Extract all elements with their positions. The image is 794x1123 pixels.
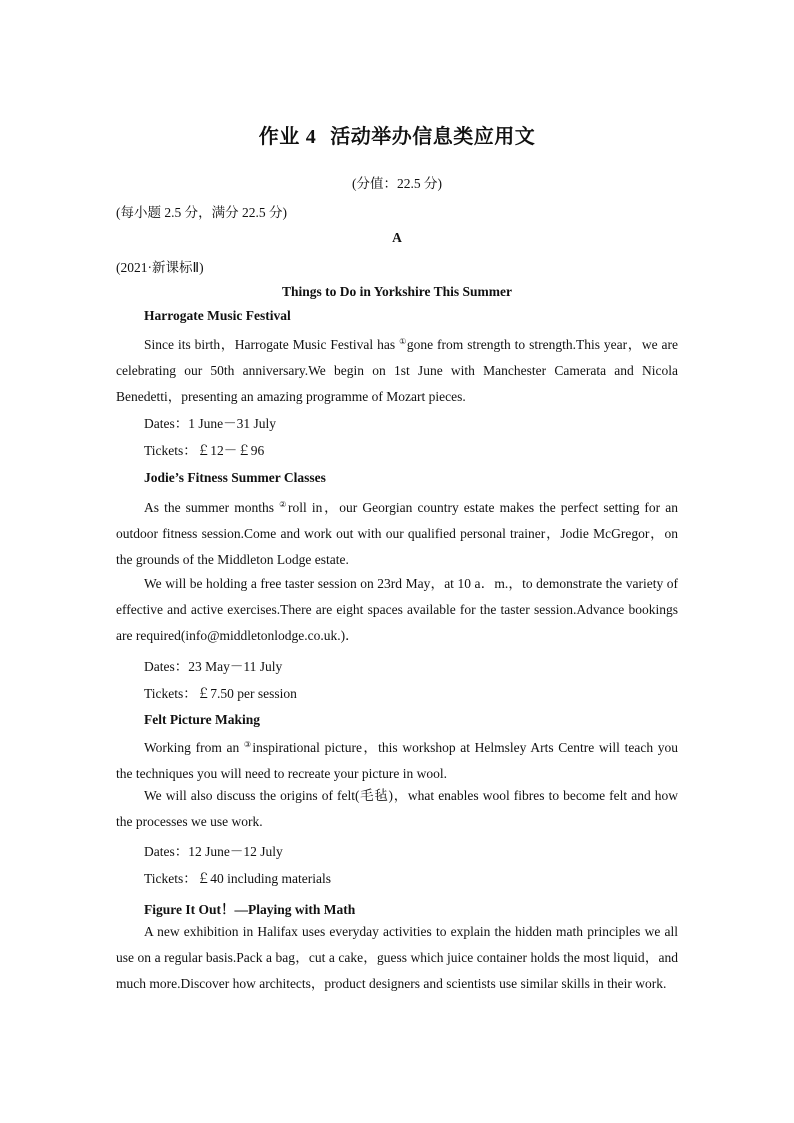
marker-2: ② xyxy=(279,500,289,509)
dates-harrogate: Dates：1 June－31 July xyxy=(144,416,276,431)
tickets-jodie: Tickets：￡7.50 per session xyxy=(144,686,297,701)
section-heading-math: Figure It Out！—Playing with Math xyxy=(144,902,356,917)
title-number: 4 xyxy=(305,126,317,148)
source-label: (2021·新课标Ⅱ) xyxy=(116,260,204,275)
paragraph-text: Working from an xyxy=(144,740,244,755)
instruction-text: (每小题 2.5 分，满分 22.5 分) xyxy=(116,205,287,220)
dates-felt: Dates：12 June－12 July xyxy=(144,844,283,859)
section-heading-jodie: Jodie’s Fitness Summer Classes xyxy=(144,470,326,485)
marker-1: ① xyxy=(399,337,407,346)
section-heading-felt: Felt Picture Making xyxy=(144,712,260,727)
tickets-harrogate: Tickets：￡12－￡96 xyxy=(144,443,265,458)
score-note: (分值：22.5 分) xyxy=(352,176,442,191)
paragraph-text: Since its birth，Harrogate Music Festival has xyxy=(144,337,400,352)
paragraph-jodie-1 xyxy=(116,492,678,573)
paragraph-felt-1 xyxy=(116,732,678,787)
article-title: Things to Do in Yorkshire This Summer xyxy=(281,284,513,299)
section-label: A xyxy=(392,230,402,245)
paragraph-text: inspirational picture，this workshop at Helmsley Arts Centre will teach you the techniques you will need to recreate your picture in wool. xyxy=(116,740,679,781)
paragraph-harrogate xyxy=(116,329,678,410)
title-prefix: 作业 xyxy=(258,124,300,148)
dates-jodie: Dates：23 May－11 July xyxy=(144,659,283,674)
paragraph-jodie-2: We will be holding a free taster session on 23rd May，at 10 a．m.，to demonstrate the variety of effective and active exercises.There are eight spaces available for the taster session.Advance bookings are required(info@middletonlodge.co.uk.)． xyxy=(116,576,678,643)
paragraph-felt-2: We will also discuss the origins of felt(毛毡)，what enables wool fibres to become felt and how the processes we use work. xyxy=(116,788,678,829)
paragraph-text: roll in，our Georgian country estate makes the perfect setting for an outdoor fitness session.Come and work out with our qualified personal trainer，Jodie McGregor，on the grounds of the Middleton Lodge estate. xyxy=(116,500,678,567)
paragraph-text: gone from strength to strength.This year，we are celebrating our 50th anniversary.We begin on 1st June with Manchester Camerata and Nicola Benedetti，presenting an amazing programme of Mozart pieces. xyxy=(116,337,678,404)
section-heading-harrogate: Harrogate Music Festival xyxy=(144,308,291,323)
tickets-felt: Tickets：￡40 including materials xyxy=(144,871,331,886)
page-title xyxy=(0,120,794,149)
paragraph-math: A new exhibition in Halifax uses everyday activities to explain the hidden math principles we all use on a regular basis.Pack a bag，cut a cake，guess which juice container holds the most liquid，and much more.Discover how architects，product designers and scientists use similar skills in their work. xyxy=(116,924,678,991)
marker-3: ③ xyxy=(243,740,253,749)
title-main: 活动举办信息类应用文 xyxy=(330,124,536,148)
paragraph-text: As the summer months xyxy=(144,500,280,515)
